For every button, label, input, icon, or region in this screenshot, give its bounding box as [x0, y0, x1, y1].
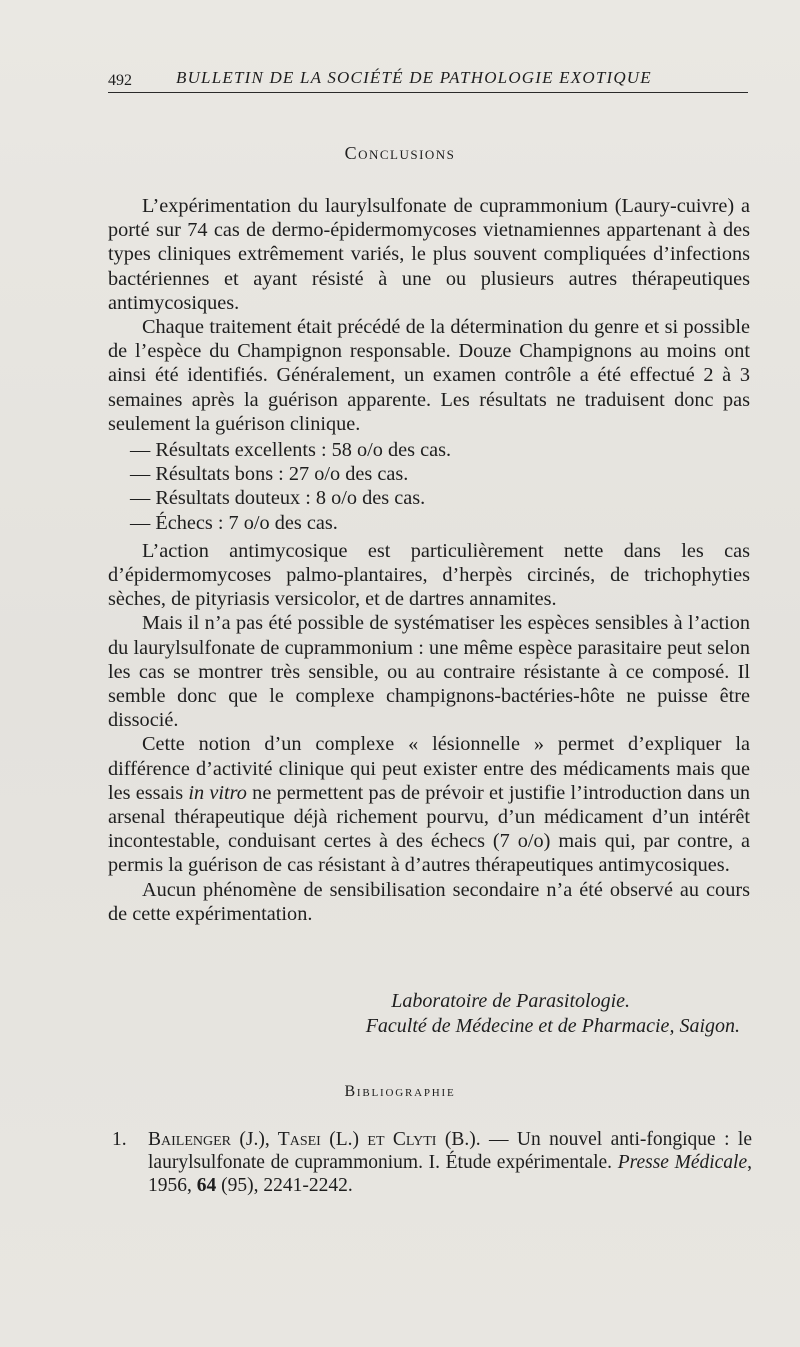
result-item: — Résultats bons : 27 o/o des cas.	[130, 463, 409, 486]
entry-year: , 1956,	[148, 1152, 753, 1196]
entry-volume: 64	[196, 1175, 217, 1196]
entry-number: 1.	[112, 1129, 127, 1150]
italic-term: in vitro	[188, 781, 247, 804]
signature-faculty: Faculté de Médecine et de Pharmacie, Saigon.	[365, 1015, 740, 1037]
result-item: — Résultats douteux : 8 o/o des cas.	[130, 487, 426, 510]
entry-journal: Presse Médicale	[617, 1152, 748, 1173]
result-item: — Échecs : 7 o/o des cas.	[130, 511, 338, 534]
entry-title: — Un nouvel anti-fongique : le laurylsulfonate de cuprammonium. I. Étude expérimentale.	[148, 1129, 753, 1173]
conclusions-body	[108, 194, 750, 926]
paragraph: L’action antimycosique est particulièrement nette dans les cas d’épidermomycoses palmo-plantaires, d’herpès circinés, de trichophyties sèches, de pityriasis versicolor, et de dartres annamites.	[108, 539, 750, 611]
entry-pages: (95), 2241-2242.	[216, 1175, 353, 1196]
bibliography-title: Bibliographie	[344, 1083, 456, 1100]
result-item: — Résultats excellents : 58 o/o des cas.	[130, 439, 452, 462]
bibliography-entry	[112, 1128, 752, 1197]
paragraph: Aucun phénomène de sensibilisation secondaire n’a été observé au cours de cette expérimentation.	[108, 878, 750, 925]
results-list	[108, 438, 750, 535]
signature-laboratory: Laboratoire de Parasitologie.	[391, 990, 630, 1012]
paragraph-text: Cette notion d’un complexe « lésionnelle » permet d’expliquer la différence d’activité clinique qui peut exister entre des médicaments mais que les essais	[108, 733, 750, 804]
paragraph: Chaque traitement était précédé de la détermination du genre et si possible de l’espèce du Champignon responsable. Douze Champignons au moins ont ainsi été identifiés. Généralement, un examen contrôle a été effectué 2 à 3 semaines après la guérison apparente. Les résultats ne traduisent donc pas seulement la guérison clinique.	[108, 316, 750, 435]
paragraph	[108, 732, 750, 877]
paragraph-text: ne permettent pas de prévoir et justifie l’introduction dans un arsenal thérapeutique déjà richement pourvu, d’un médicament d’un intérêt incontestable, conduisant certes à des échecs (7 o/o) mais qui, par contre, a permis la guérison de cas résistant à d’autres thérapeutiques antimycosiques.	[108, 781, 750, 877]
entry-authors: Bailenger (J.), Tasei (L.) et Clyti (B.).	[148, 1129, 481, 1150]
running-header	[108, 64, 748, 93]
signature-block	[366, 990, 740, 1038]
paragraph: L’expérimentation du laurylsulfonate de cuprammonium (Laury-cuivre) a porté sur 74 cas de dermo-épidermomycoses vietnamiennes appartenant à des types cliniques extrêmement variés, le plus souvent compliquées d’infections bactériennes et ayant résisté à une ou plusieurs autres thérapeutiques antimycosiques.	[108, 195, 750, 314]
running-title: BULLETIN DE LA SOCIÉTÉ DE PATHOLOGIE EXOTIQUE	[176, 68, 652, 87]
page-number: 492	[108, 72, 132, 89]
paragraph: Mais il n’a pas été possible de systématiser les espèces sensibles à l’action du laurylsulfonate de cuprammonium : une même espèce parasitaire peut selon les cas se montrer très sensible, ou au contraire résistante à ce composé. Il semble donc que le complexe champignons-bactéries-hôte ne puisse être dissocié.	[108, 612, 750, 732]
entry-body	[148, 1128, 752, 1197]
conclusions-title: Conclusions	[344, 143, 456, 163]
